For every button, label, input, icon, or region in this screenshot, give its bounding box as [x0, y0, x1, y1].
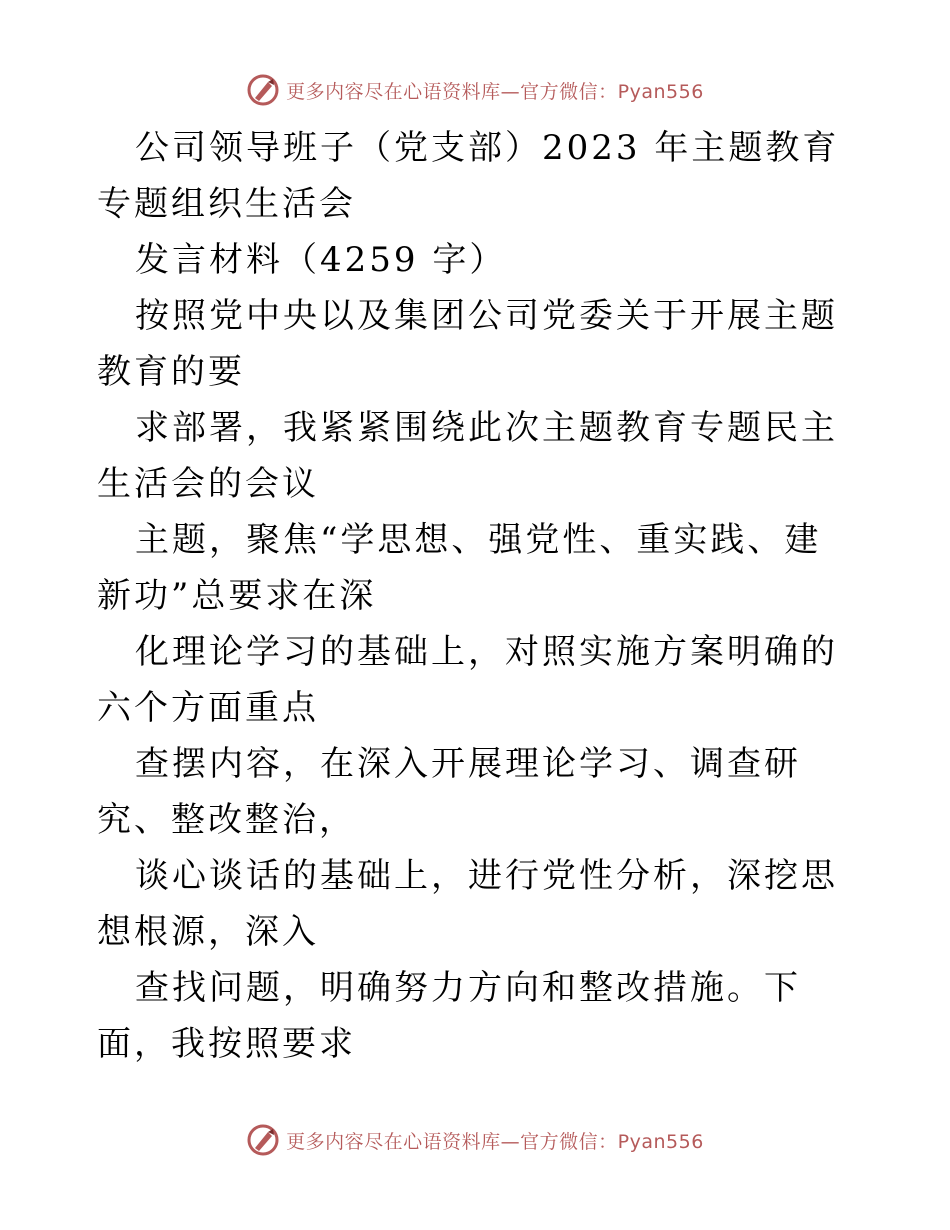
paragraph: 查找问题，明确努力方向和整改措施。下面，我按照要求 [97, 968, 801, 1064]
footer-watermark-text: 更多内容尽在心语资料库—官方微信：Pyan556 [286, 1130, 704, 1153]
paragraph: 按照党中央以及集团公司党委关于开展主题教育的要 [97, 296, 838, 392]
paragraph: 求部署，我紧紧围绕此次主题教育专题民主生活会的会议 [97, 408, 838, 504]
document-title: 公司领导班子（党支部）2023 年主题教育专题组织生活会 [97, 128, 840, 224]
paragraph: 查摆内容，在深入开展理论学习、调查研究、整改整治， [97, 744, 801, 840]
paragraph: 化理论学习的基础上，对照实施方案明确的六个方面重点 [97, 632, 838, 728]
footer-watermark-banner [0, 1120, 950, 1160]
document-body [97, 120, 857, 1072]
paragraph: 主题，聚焦“学思想、强党性、重实践、建新功”总要求在深 [97, 520, 822, 616]
pen-nib-logo-icon [246, 73, 280, 107]
header-watermark-text: 更多内容尽在心语资料库—官方微信：Pyan556 [286, 80, 704, 103]
document-subtitle: 发言材料（4259 字） [135, 240, 507, 280]
header-watermark-banner [0, 70, 950, 110]
paragraph: 谈心谈话的基础上，进行党性分析，深挖思想根源，深入 [97, 856, 838, 952]
pen-nib-logo-icon [246, 1123, 280, 1157]
